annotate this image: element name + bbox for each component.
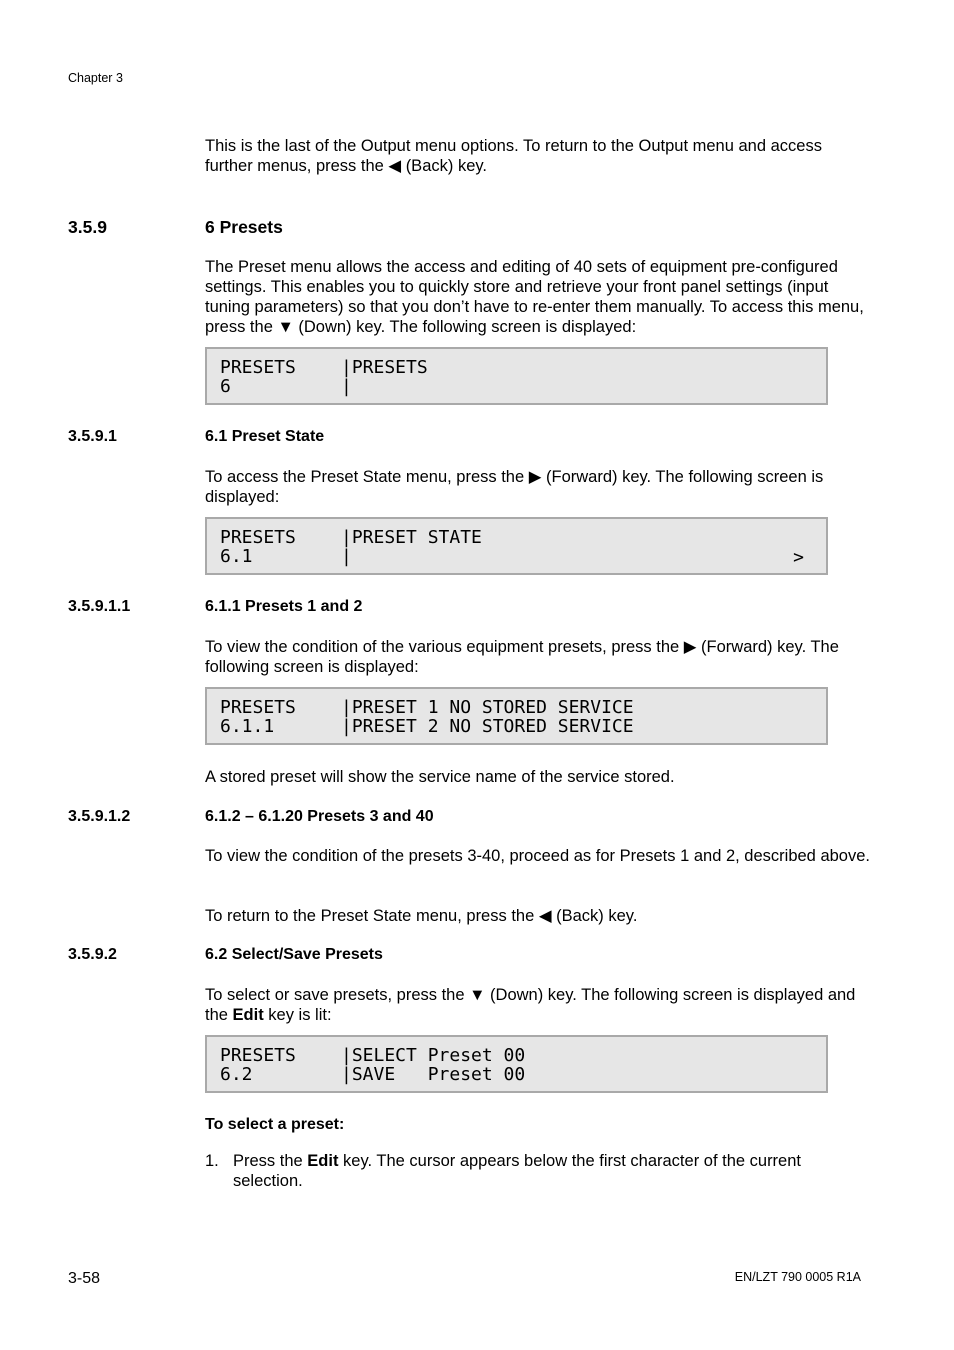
presets-3-40-paragraph: To view the condition of the presets 3-40, proceed as for Presets 1 and 2, described above. (205, 847, 870, 865)
section-title-preset-state: 6.1 Preset State (205, 428, 325, 445)
section-number-3-5-9-1-1: 3.5.9.1.1 (68, 598, 131, 615)
edit-key-label: Edit (232, 1006, 264, 1024)
lcd-screen-preset-state (205, 517, 828, 575)
section-title-presets-1-2: 6.1.1 Presets 1 and 2 (205, 598, 363, 615)
lcd-right-line-1: |SELECT Preset 00 (341, 1045, 526, 1066)
document-reference: EN/LZT 790 0005 R1A (734, 1270, 861, 1284)
list-item: Press the Edit key. The cursor appears below the first character of the current selection. (233, 1152, 801, 1190)
section-title-presets-3-40: 6.1.2 – 6.1.20 Presets 3 and 40 (205, 808, 434, 825)
lcd-right-line-1: |PRESETS (341, 357, 428, 378)
presets-1-2-paragraph: To view the condition of the various equipment presets, press the ▶ (Forward) key. The following screen is displayed: (205, 638, 839, 676)
section-title-presets: 6 Presets (205, 217, 283, 237)
lcd-left-line-1: PRESETS (220, 527, 296, 548)
lcd-right-line-1: |PRESET STATE (341, 527, 482, 548)
page-number: 3-58 (68, 1270, 101, 1287)
select-save-paragraph: To select or save presets, press the ▼ (Down) key. The following screen is displayed and the Edit key is lit: (205, 986, 856, 1024)
lcd-right-line-2: | (341, 376, 352, 397)
lcd-right-line-2: | (341, 546, 352, 567)
presets-paragraph: The Preset menu allows the access and editing of 40 sets of equipment pre-configured settings. This enables you to quickly store and retrieve your front panel settings (input tuning parameters) so that you don’t have to re-enter them manually. To access this menu, press the ▼ (Down) key. The following screen is displayed: (205, 258, 864, 336)
lcd-left-line-2: 6 (220, 376, 231, 397)
lcd-left-line-2: 6.1 (220, 546, 253, 567)
section-number-3-5-9-2: 3.5.9.2 (68, 946, 117, 963)
preset-state-paragraph: To access the Preset State menu, press the ▶ (Forward) key. The following screen is displayed: (205, 468, 824, 506)
lcd-right-line-1: |PRESET 1 NO STORED SERVICE (341, 697, 634, 718)
return-preset-state-paragraph: To return to the Preset State menu, press the ◀ (Back) key. (205, 907, 638, 925)
stored-preset-note: A stored preset will show the service name of the service stored. (205, 768, 675, 786)
lcd-right-line-2: |PRESET 2 NO STORED SERVICE (341, 716, 634, 737)
lcd-screen-presets (205, 347, 828, 405)
section-title-select-save: 6.2 Select/Save Presets (205, 946, 383, 963)
section-number-3-5-9: 3.5.9 (68, 217, 107, 237)
lcd-left-line-1: PRESETS (220, 697, 296, 718)
list-item-number: 1. (205, 1152, 219, 1170)
chapter-header: Chapter 3 (68, 71, 123, 85)
forward-arrow-icon: > (793, 547, 804, 568)
lcd-left-line-2: 6.2 (220, 1064, 253, 1085)
select-preset-subheading: To select a preset: (205, 1116, 345, 1133)
lcd-left-line-1: PRESETS (220, 1045, 296, 1066)
section-number-3-5-9-1-2: 3.5.9.1.2 (68, 808, 131, 825)
section-number-3-5-9-1: 3.5.9.1 (68, 428, 117, 445)
lcd-left-line-1: PRESETS (220, 357, 296, 378)
lcd-right-line-2: |SAVE Preset 00 (341, 1064, 526, 1085)
lcd-screen-presets-1-2 (205, 687, 828, 745)
lcd-screen-select-save (205, 1035, 828, 1093)
edit-key-label: Edit (307, 1152, 339, 1170)
intro-paragraph: This is the last of the Output menu options. To return to the Output menu and access further menus, press the ◀ (Back) key. (205, 137, 822, 175)
lcd-left-line-2: 6.1.1 (220, 716, 275, 737)
